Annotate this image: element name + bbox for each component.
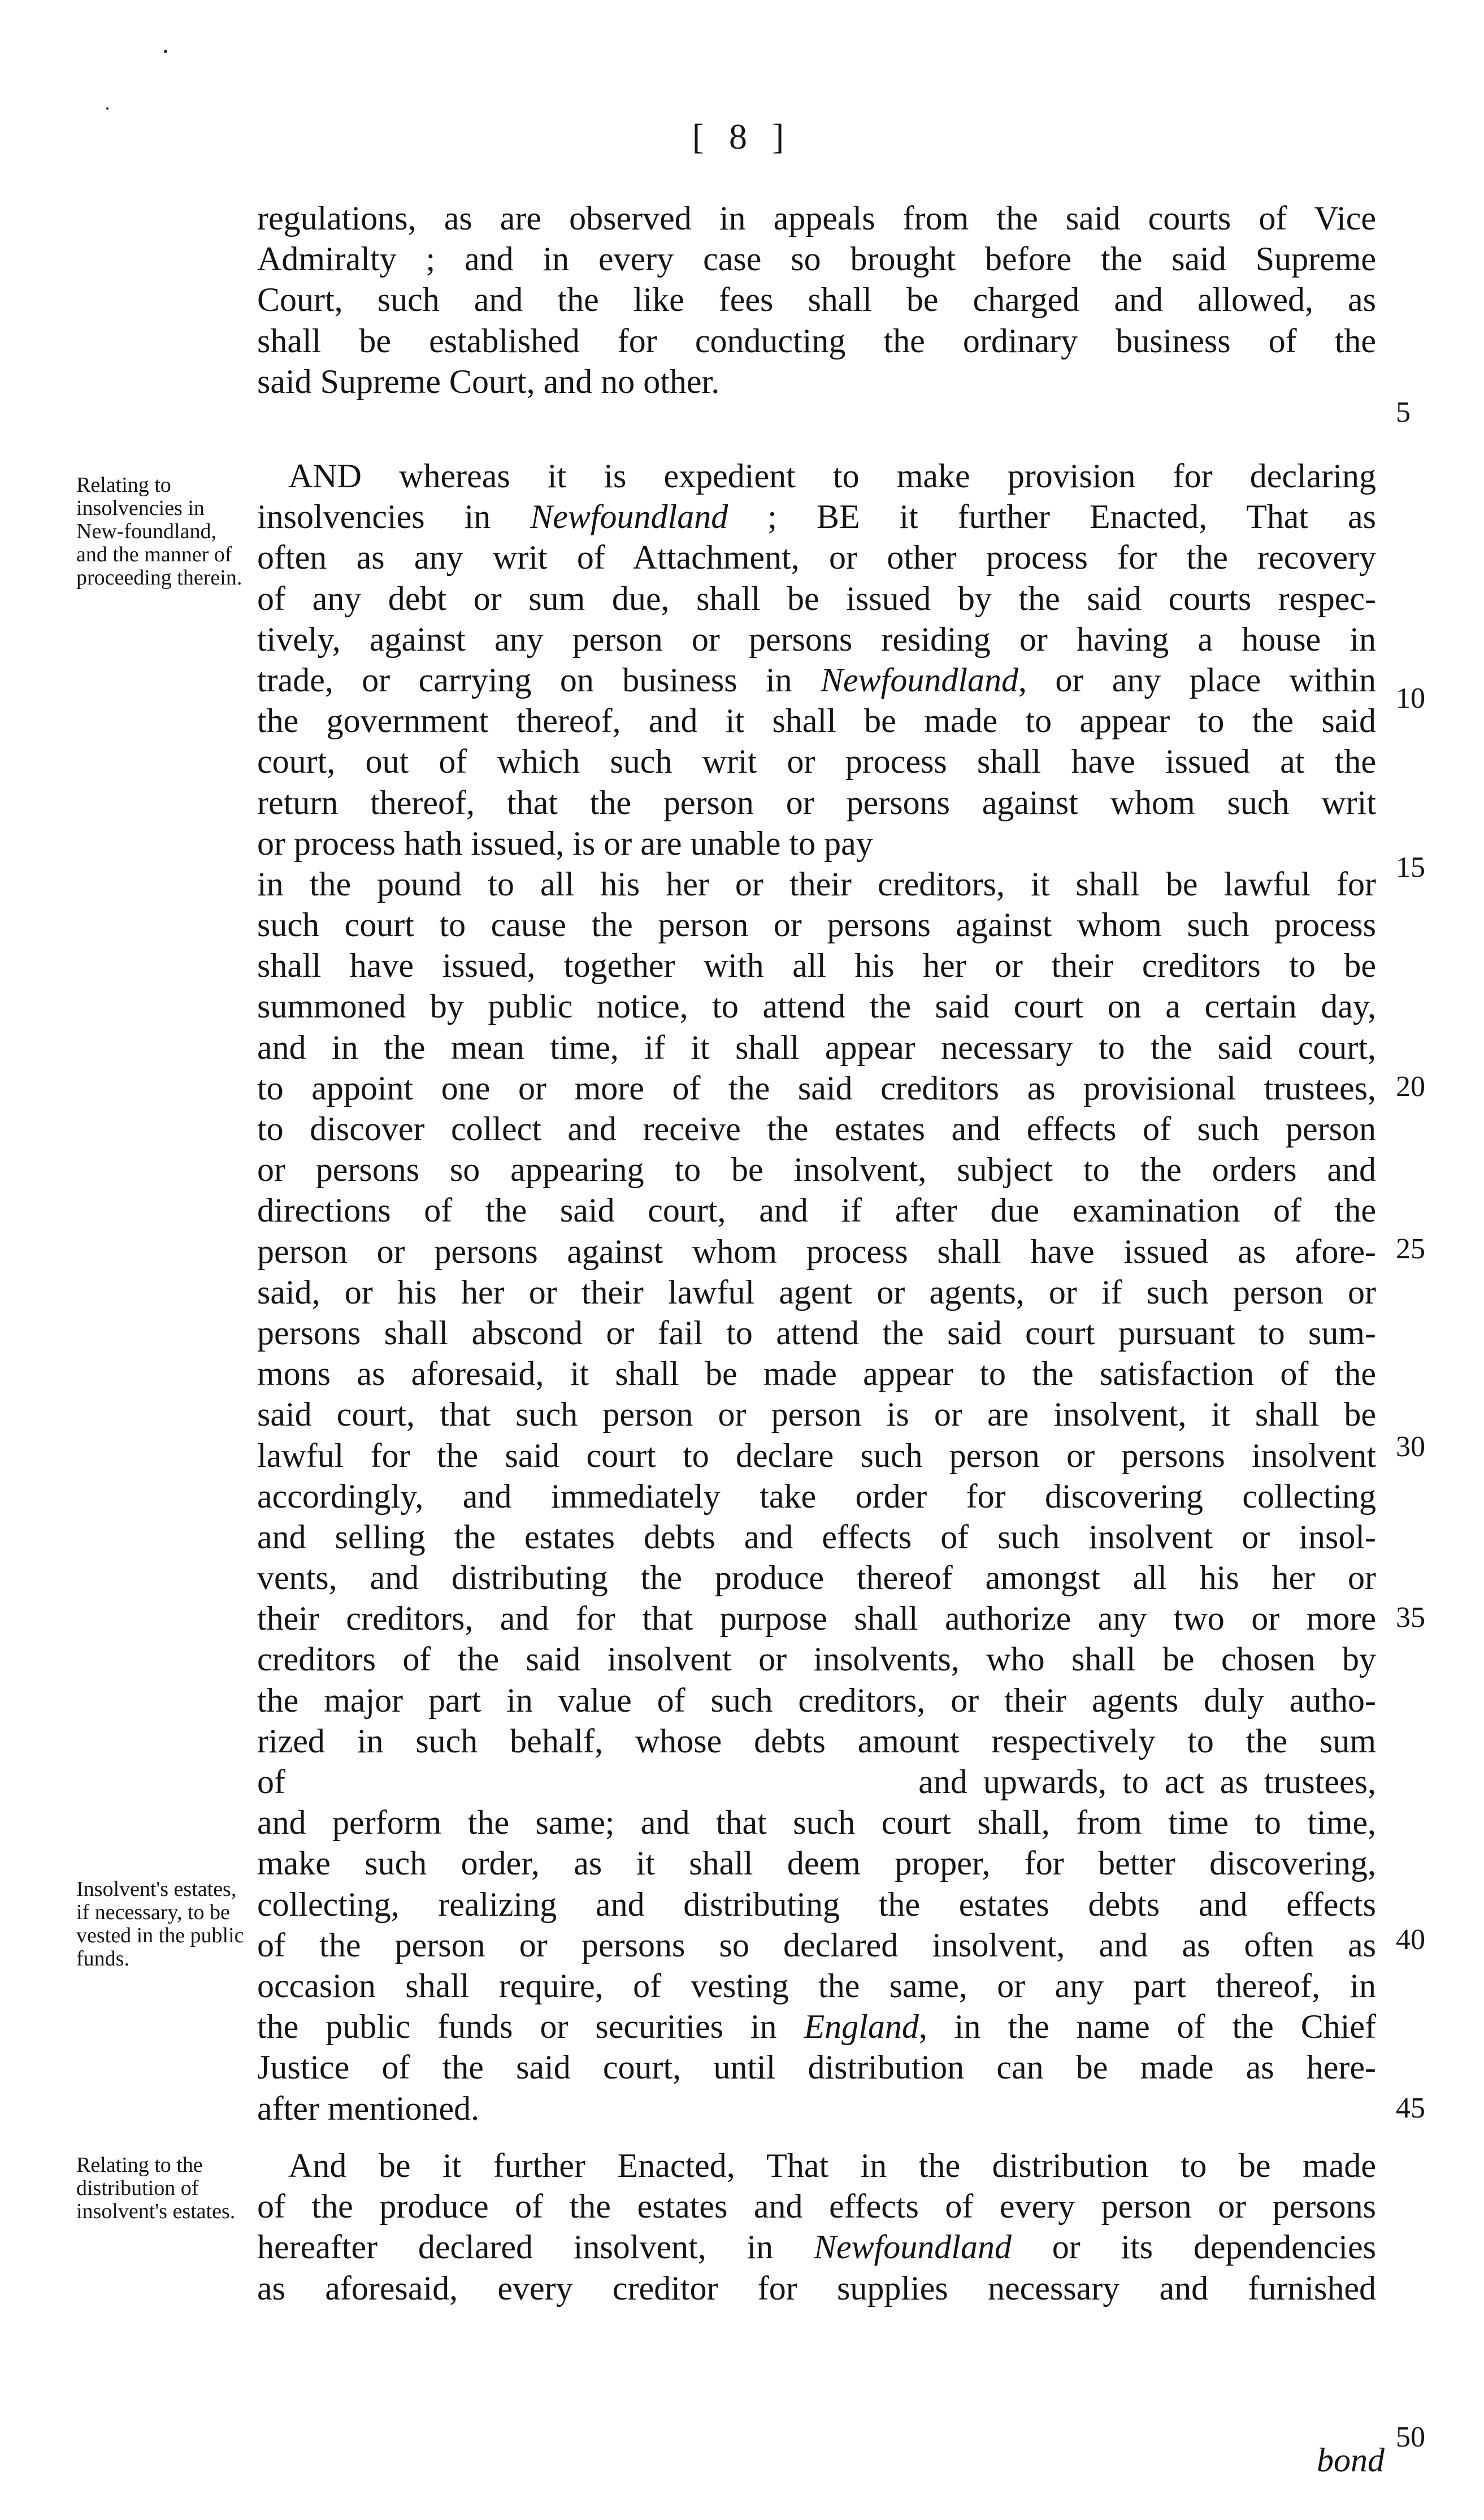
- text-line: directions of the said court, and if after due examination of the: [257, 1192, 1376, 1229]
- line-number: 5: [1396, 396, 1411, 428]
- text-line: to discover collect and receive the estates and effects of such person: [257, 1110, 1376, 1148]
- margin-note-distribution: Relating to the distribution of insolvent's estates.: [76, 2153, 236, 2223]
- text-line: in the pound to all his her or their creditors, it shall be lawful for: [257, 865, 1376, 903]
- margin-note-estates-vested: Insolvent's estates, if necessary, to be vested in the public funds.: [76, 1877, 244, 1971]
- text-line: to appoint one or more of the said creditors as provisional trustees,: [257, 1069, 1376, 1107]
- text-line: make such order, as it shall deem proper, for better discovering,: [257, 1844, 1376, 1882]
- line-number: 45: [1396, 2092, 1425, 2124]
- text-line: rized in such behalf, whose debts amount respectively to the sum: [257, 1722, 1376, 1760]
- text-line: or persons so appearing to be insolvent, subject to the orders and: [257, 1151, 1376, 1189]
- text-line: person or persons against whom process shall have issued as afore-: [257, 1232, 1376, 1270]
- text-line: the public funds or securities in England, in the name of the Chief: [257, 2008, 1376, 2046]
- margin-note-insolvencies: Relating to insolvencies in New-foundland, and the manner of proceeding therein.: [76, 473, 242, 590]
- text-line: said court, that such person or person is or are insolvent, it shall be: [257, 1396, 1376, 1434]
- text-line: trade, or carrying on business in Newfoundland, or any place within: [257, 661, 1376, 699]
- text-line: persons shall abscond or fail to attend the said court pursuant to sum-: [257, 1314, 1376, 1352]
- text-line: and in the mean time, if it shall appear necessary to the said court,: [257, 1028, 1376, 1066]
- text-line: and selling the estates debts and effects of such insolvent or insol-: [257, 1518, 1376, 1556]
- place-name: Newfoundland: [813, 2228, 1012, 2266]
- line-number: 20: [1396, 1071, 1425, 1103]
- text-line: lawful for the said court to declare such person or persons insolvent: [257, 1436, 1376, 1474]
- line-number: 30: [1396, 1431, 1425, 1463]
- text-line: and perform the same; and that such court shall, from time to time,: [257, 1804, 1376, 1842]
- place-name: Newfoundland: [821, 661, 1019, 699]
- text-line: shall have issued, together with all his her or their creditors to be: [257, 947, 1376, 985]
- text-line: shall be established for conducting the ordinary business of the: [257, 322, 1376, 360]
- text-line: as aforesaid, every creditor for supplies necessary and furnished: [257, 2269, 1376, 2307]
- text-line: hereafter declared insolvent, in Newfoundland or its dependencies: [257, 2228, 1377, 2266]
- paragraph-distribution: [257, 2145, 1376, 2309]
- line-number: 25: [1396, 1233, 1425, 1265]
- text-line: Justice of the said court, until distribution can be made as here-: [257, 2049, 1376, 2086]
- text-line: And be it further Enacted, That in the distribution to be made: [288, 2147, 1376, 2184]
- text-line: collecting, realizing and distributing the estates debts and effects: [257, 1885, 1376, 1923]
- text-line: AND whereas it is expedient to make provision for declaring: [288, 457, 1376, 495]
- text-line: of the person or persons so declared insolvent, and as often as: [257, 1926, 1376, 1964]
- text-line: or process hath issued, is or are unable to pay: [257, 824, 873, 862]
- text-line: said, or his her or their lawful agent or agents, or if such person or: [257, 1273, 1376, 1311]
- text-line: occasion shall require, of vesting the same, or any part thereof, in: [257, 1967, 1376, 2004]
- line-number: 50: [1396, 2421, 1425, 2453]
- text-line: Court, such and the like fees shall be charged and allowed, as: [257, 281, 1376, 319]
- text-line: court, out of which such writ or process shall have issued at the: [257, 743, 1376, 781]
- text-line: Admiralty ; and in every case so brought before the said Supreme: [257, 240, 1376, 278]
- place-name: Newfoundland: [530, 498, 728, 536]
- speck: [106, 107, 109, 110]
- text-line: of any debt or sum due, shall be issued by the said courts respec-: [257, 579, 1376, 617]
- paragraph-continuation: [257, 198, 1376, 402]
- speck: [164, 50, 167, 53]
- text-line: tively, against any person or persons residing or having a house in: [257, 620, 1376, 658]
- text-line: such court to cause the person or persons against whom such process: [257, 906, 1376, 944]
- text-line: said Supreme Court, and no other.: [257, 362, 720, 400]
- text-line: mons as aforesaid, it shall be made appear to the satisfaction of the: [257, 1355, 1376, 1393]
- paragraph-insolvencies: [257, 456, 1376, 2129]
- page-number: [ 8 ]: [692, 116, 792, 157]
- text-line: the government thereof, and it shall be made to appear to the said: [257, 702, 1376, 740]
- text-line: summoned by public notice, to attend the said court on a certain day,: [257, 988, 1376, 1025]
- text-line: accordingly, and immediately take order for discovering collecting: [257, 1477, 1376, 1515]
- text-line: insolvencies in Newfoundland ; BE it further Enacted, That as: [257, 498, 1376, 536]
- text-line: return thereof, that the person or persons against whom such writ: [257, 783, 1376, 821]
- place-name: England: [804, 2008, 919, 2046]
- text-line: after mentioned.: [257, 2089, 480, 2127]
- line-number: 35: [1396, 1601, 1425, 1634]
- text-line: often as any writ of Attachment, or other process for the recovery: [257, 539, 1376, 577]
- text-line: their creditors, and for that purpose shall authorize any two or more: [257, 1600, 1376, 1638]
- line-number: 10: [1396, 682, 1425, 715]
- text-line: the major part in value of such creditors, or their agents duly autho-: [257, 1681, 1376, 1719]
- text-line: of the produce of the estates and effects of every person or persons: [257, 2188, 1376, 2225]
- text-line: vents, and distributing the produce thereof amongst all his her or: [257, 1559, 1376, 1597]
- catchword: bond: [1317, 2441, 1385, 2479]
- text-line: of and upwards, to act as trustees,: [257, 1763, 1376, 1800]
- line-number: 15: [1396, 851, 1425, 884]
- line-number: 40: [1396, 1924, 1425, 1956]
- text-line: regulations, as are observed in appeals from the said courts of Vice: [257, 200, 1376, 237]
- text-line: creditors of the said insolvent or insolvents, who shall be chosen by: [257, 1640, 1376, 1678]
